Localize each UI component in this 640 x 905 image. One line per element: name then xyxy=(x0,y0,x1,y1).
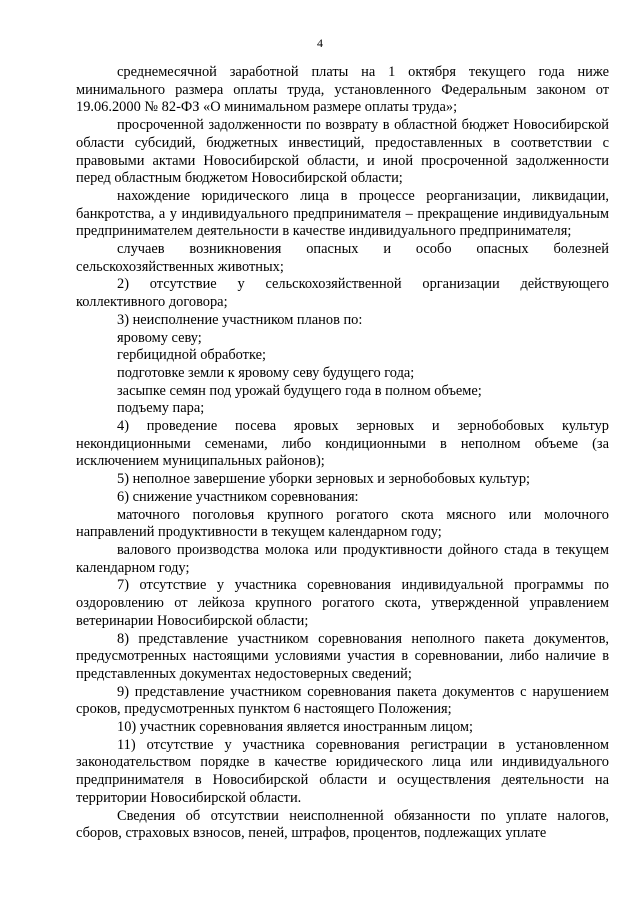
paragraph-reorganization: нахождение юридического лица в процессе реорганизации, ликвидации, банкротства, а у индивидуального предпринимателя – прекращение индивидуальным предпринимателем деятельности в качестве индивидуального предпринимателя; xyxy=(76,187,609,240)
paragraph-item-3: 3) неисполнение участником планов по: xyxy=(117,311,363,328)
paragraph-tax-info: Сведения об отсутствии неисполненной обязанности по уплате налогов, сборов, страховых взносов, пеней, штрафов, процентов, подлежащих уплате xyxy=(76,807,609,842)
list-item-milk: валового производства молока или продуктивности дойного стада в текущем календарном году; xyxy=(76,541,609,576)
list-item-land-preparation: подготовке земли к яровому севу будущего года; xyxy=(117,364,415,381)
paragraph-item-7: 7) отсутствие у участника соревнования индивидуальной программы по оздоровлению от лейкоза крупного рогатого скота, утвержденной управлением ветеринарии Новосибирской области; xyxy=(76,577,609,629)
paragraph-item-6: 6) снижение участником соревнования: xyxy=(117,488,359,505)
page-number: 4 xyxy=(317,36,323,50)
list-item-spring-sowing: яровому севу; xyxy=(117,329,202,346)
paragraph-item-4: 4) проведение посева яровых зерновых и зернобобовых культур некондиционными семенами, либо кондиционными в неполном объеме (за исключением муниципальных районов); xyxy=(76,418,609,470)
list-item-herbicide: гербицидной обработке; xyxy=(117,347,266,364)
paragraph-item-11: 11) отсутствие у участника соревнования регистрации в установленном законодательством порядке в качестве юридического лица или индивидуального предпринимателя в Новосибирской области и осуществления деятельности на территории Новосибирской области. xyxy=(76,736,609,806)
paragraph-item-9: 9) представление участником соревнования пакета документов с нарушением сроков, предусмотренных пунктом 6 настоящего Положения; xyxy=(76,683,609,718)
list-item-fallow: подъему пара; xyxy=(117,400,205,417)
paragraph-item-5: 5) неполное завершение уборки зерновых и зернобобовых культур; xyxy=(117,471,531,488)
paragraph-animal-diseases: случаев возникновения опасных и особо опасных болезней сельскохозяйственных животных; xyxy=(76,241,609,275)
paragraph-overdue-debt: просроченной задолженности по возврату в областной бюджет Новосибирской области субсидий, бюджетных инвестиций, предоставленных в соответствии с правовыми актами Новосибирской области, и иной просроченной задолженности перед областным бюджетом Новосибирской области; xyxy=(76,117,609,187)
paragraph-item-8: 8) представление участником соревнования неполного пакета документов, предусмотренных настоящими условиями участия в соревновании, либо наличие в представленных документах недостоверных сведений; xyxy=(76,630,609,682)
document-body xyxy=(76,64,609,843)
list-item-seed-filling: засыпке семян под урожай будущего года в полном объеме; xyxy=(117,382,482,399)
paragraph-item-2: 2) отсутствие у сельскохозяйственной организации действующего коллективного договора; xyxy=(76,276,609,311)
paragraph-wage-condition: среднемесячной заработной платы на 1 октября текущего года ниже минимального размера оплаты труда, установленного Федеральным законом от 19.06.2000 № 82-ФЗ «О минимальном размере оплаты труда»; xyxy=(76,64,609,116)
list-item-livestock: маточного поголовья крупного рогатого скота мясного или молочного направлений продуктивности в текущем календарном году; xyxy=(76,506,609,541)
paragraph-item-10: 10) участник соревнования является иностранным лицом; xyxy=(117,719,473,736)
